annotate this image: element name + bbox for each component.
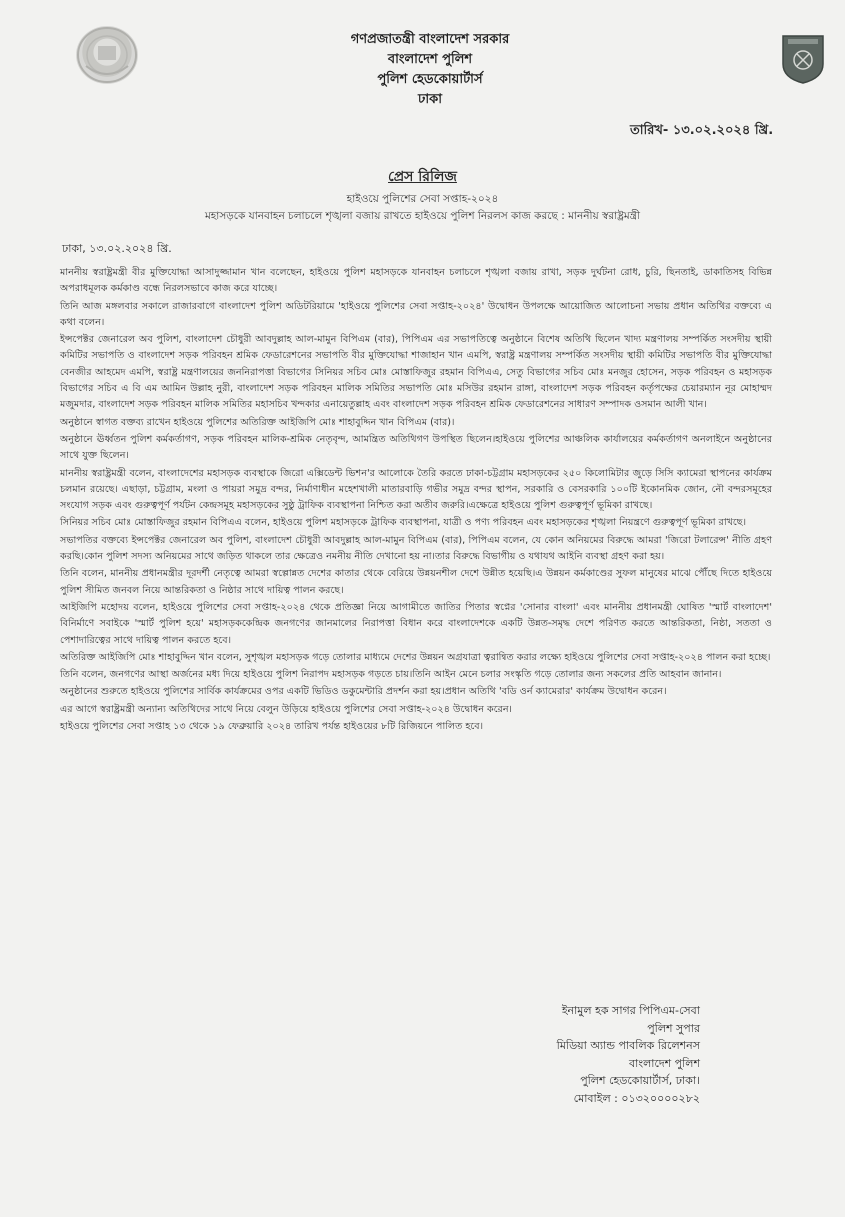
paragraph: মাননীয় স্বরাষ্ট্রমন্ত্রী বীর মুক্তিযোদ্ধা আসাদুজ্জামান খান বলেছেন, হাইওয়ে পুলিশ মহাসড়কে যানবাহন চলাচলে শৃঙ্খলা বজায় রাখা, সড়ক দুর্ঘটনা রোধ, চুরি, ছিনতাই, ডাকাতিসহ বিভিন্ন অপরাধমূলক কর্মকাণ্ড বন্ধে নিরলসভাবে কাজ করে যাচ্ছে। [60, 267, 772, 295]
letterhead-line-police: বাংলাদেশ পুলিশ [387, 52, 473, 67]
paragraph: তিনি বলেন, জনগণের আস্থা অর্জনের মধ্য দিয়ে হাইওয়ে পুলিশ নিরাপদ মহাসড়ক গড়তে চায়।তিনি আইন মেনে চলার সংস্কৃতি গড়ে তোলার জন্য সকলের প্রতি আহবান জানান। [60, 669, 722, 681]
paragraph: মাননীয় স্বরাষ্ট্রমন্ত্রী বলেন, বাংলাদেশের মহাসড়ক ব্যবস্থাকে জিরো এক্সিডেন্ট ভিশন'র আলোকে তৈরি করতে ঢাকা-চট্টগ্রাম মহাসড়কের ২৫০ কিলোমিটার জুড়ে সিসি ক্যামেরা স্থাপনের কার্যক্রম চলমান রয়েছে। এছাড়া, চট্টগ্রাম, মংলা ও পায়রা সমুদ্র বন্দর, নির্মাণাধীন মহেশখালী মাতারবাড়ি গভীর সমুদ্র বন্দর স্থাপন, সরকারি ও বেসরকারি ১০০টি ইকোনমিক জোন, নৌ বন্দরসমূহের সংযোগ সড়ক এবং গুরুত্বপূর্ণ পর্যটন কেন্দ্রসমূহ মহাসড়কের সুষ্ঠু ট্রাফিক ব্যবস্থাপনা নিশ্চিত করা অতীব জরুরি।এক্ষেত্রে হাইওয়ে পুলিশ গুরুত্বপূর্ণ ভূমিকা রাখছে। [60, 467, 772, 512]
dateline: ঢাকা, ১৩.০২.২০২৪ খ্রি. [62, 242, 172, 255]
headline-subtitle: মহাসড়কে যানবাহন চলাচলে শৃঙ্খলা বজায় রাখতে হাইওয়ে পুলিশ নিরলস কাজ করছে : মাননীয় স্বরাষ্ট্রমন্ত্রী [204, 210, 641, 222]
document-date: তারিখ- ১৩.০২.২০২৪ খ্রি. [630, 123, 774, 138]
event-subtitle: হাইওয়ে পুলিশের সেবা সপ্তাহ-২০২৪ [346, 193, 499, 205]
paragraph: তিনি আজ মঙ্গলবার সকালে রাজারবাগে বাংলাদেশ পুলিশ অডিটরিয়ামে 'হাইওয়ে পুলিশের সেবা সপ্তাহ-২০২৪' উদ্বোধন উপলক্ষে আয়োজিত আলোচনা সভায় প্রধান অতিথির বক্তব্যে এ কথা বলেন। [60, 300, 772, 328]
police-emblem-icon [76, 26, 138, 84]
signatory-name: ইনামুল হক সাগর পিপিএম-সেবা [561, 1004, 700, 1017]
paragraph: তিনি বলেন, মাননীয় প্রধানমন্ত্রীর দূরদর্শী নেতৃত্বে আমরা স্বল্পোন্নত দেশের কাতার থেকে বেরিয়ে উন্নয়নশীল দেশে উন্নীত হয়েছি।এ উন্নয়ন কর্মকাণ্ডের সুফল মানুষের মাঝে পৌঁছে দিতে হাইওয়ে পুলিশ সীমিত জনবল নিয়ে আন্তরিকতা ও নিষ্ঠার সাথে দায়িত্ব পালন করছে। [60, 568, 772, 596]
paragraph: হাইওয়ে পুলিশের সেবা সপ্তাহ ১৩ থেকে ১৯ ফেব্রুয়ারি ২০২৪ তারিখ পর্যন্ত হাইওয়ের ৮টি রিজিয়নে পালিত হবে। [60, 721, 484, 733]
paragraph: অনুষ্ঠানে ঊর্ধ্বতন পুলিশ কর্মকর্তাগণ, সড়ক পরিবহন মালিক-শ্রমিক নেতৃবৃন্দ, আমন্ত্রিত অতিথিগণ উপস্থিত ছিলেন।হাইওয়ে পুলিশের আঞ্চলিক কার্যালয়ের কর্মকর্তাগণ অনলাইনে অনুষ্ঠানের সাথে যুক্ত ছিলেন। [60, 433, 772, 462]
paragraph: আইজিপি মহোদয় বলেন, হাইওয়ে পুলিশের সেবা সপ্তাহ-২০২৪ থেকে প্রতিজ্ঞা নিয়ে আগামীতে জাতির পিতার স্বপ্নের 'সোনার বাংলা' এবং মাননীয় প্রধানমন্ত্রী ঘোষিত 'স্মার্ট বাংলাদেশ' বিনির্মাণে সবাইকে 'স্মার্ট পুলিশ হয়ে' মহাসড়ককেন্দ্রিক জনগণের জানমালের নিরাপত্তা বিধান করে বাংলাদেশকে একটি উন্নত-সমৃদ্ধ দেশে পরিণত করতে আন্তরিকতা, নিষ্ঠা, সততা ও পেশাদারিত্বের সাথে দায়িত্ব পালন করতে হবে। [60, 601, 772, 646]
paragraph: অনুষ্ঠানের শুরুতে হাইওয়ে পুলিশের সার্বিক কার্যক্রমের ওপর একটি ভিডিও ডকুমেন্টারি প্রদর্শন করা হয়।প্রধান অতিথি 'বডি ওর্ন ক্যামেরার' কার্যক্রম উদ্বোধন করেন। [60, 686, 667, 698]
signatory-unit: মিডিয়া অ্যান্ড পাবলিক রিলেশনস [556, 1039, 700, 1052]
letterhead-line-headquarters: পুলিশ হেডকোয়ার্টার্স [377, 72, 483, 87]
paragraph: অতিরিক্ত আইজিপি মোঃ শাহাবুদ্দিন খান বলেন, সুশৃঙ্খল মহাসড়ক গড়ে তোলার মাধ্যমে দেশের উন্নয়ন অগ্রযাত্রা ত্বরান্বিত করার লক্ষ্যে হাইওয়ে পুলিশের সেবা সপ্তাহ-২০২৪ পালন করা হচ্ছে। [60, 651, 771, 663]
letterhead-line-city: ঢাকা [418, 92, 442, 107]
press-release-title: প্রেস রিলিজ [388, 169, 457, 185]
signatory-rank: পুলিশ সুপার [647, 1021, 700, 1035]
highway-police-badge-icon [782, 34, 824, 84]
paragraph: সভাপতির বক্তব্যে ইন্সপেক্টর জেনারেল অব পুলিশ, বাংলাদেশ চৌধুরী আবদুল্লাহ আল-মামুন বিপিএম (বার), পিপিএম বলেন, যে কোন অনিয়মের বিরুদ্ধে আমরা 'জিরো টলারেন্স' নীতি গ্রহণ করছি।কোন পুলিশ সদস্য অনিয়মের সাথে জড়িত থাকলে তার ক্ষেত্রেও নমনীয় নীতি দেখানো হয় না।তার বিরুদ্ধে বিভাগীয় ও যথাযথ আইনি ব্যবস্থা গ্রহণ করা হয়। [60, 534, 772, 563]
paragraph: ইন্সপেক্টর জেনারেল অব পুলিশ, বাংলাদেশ চৌধুরী আবদুল্লাহ আল-মামুন বিপিএম (বার), পিপিএম এর সভাপতিত্বে অনুষ্ঠানে বিশেষ অতিথি ছিলেন খাদ্য মন্ত্রণালয় সম্পর্কিত সংসদীয় স্থায়ী কমিটির সভাপতি ও বাংলাদেশ সড়ক পরিবহন শ্রমিক ফেডারেশনের সভাপতি বীর মুক্তিযোদ্ধা শাজাহান খান এমপি, স্বরাষ্ট্র মন্ত্রণালয় সম্পর্কিত সংসদীয় স্থায়ী কমিটির সভাপতি বীর মুক্তিযোদ্ধা বেনজীর আহমেদ এমপি, স্বরাষ্ট্র মন্ত্রণালয়ের জননিরাপত্তা বিভাগের সিনিয়র সচিব মোঃ মোস্তাফিজুর রহমান বিপিএএ, সেতু বিভাগের সচিব মোঃ মনজুর হোসেন, সড়ক পরিবহন ও মহাসড়ক বিভাগের সচিব এ বি এম আমিন উল্লাহ নুরী, বাংলাদেশ সড়ক পরিবহন মালিক সমিতির সভাপতি মোঃ মসিউর রহমান রাঙ্গা, বাংলাদেশ সড়ক পরিবহন কর্তৃপক্ষের চেয়ারম্যান নূর মোহাম্মদ মজুমদার, বাংলাদেশ সড়ক পরিবহন মালিক সমিতির মহাসচিব খন্দকার এনায়েতুল্লাহ এবং বাংলাদেশ সড়ক পরিবহন শ্রমিক ফেডারেশনের সাধারণ সম্পাদক ওসমান আলী খান। [60, 334, 772, 411]
letterhead-line-government: গণপ্রজাতন্ত্রী বাংলাদেশ সরকার [350, 32, 510, 47]
letterhead [260, 30, 600, 110]
paragraph: অনুষ্ঠানে স্বাগত বক্তব্য রাখেন হাইওয়ে পুলিশের অতিরিক্ত আইজিপি মোঃ শাহাবুদ্দিন খান বিপিএম (বার)। [60, 416, 455, 428]
paragraph: সিনিয়র সচিব মোঃ মোস্তাফিজুর রহমান বিপিএএ বলেন, হাইওয়ে পুলিশ মহাসড়কে ট্রাফিক ব্যবস্থাপনা, যাত্রী ও পণ্য পরিবহন এবং মহাসড়কের শৃঙ্খলা নিয়ন্ত্রণে গুরুত্বপূর্ণ ভূমিকা রাখছে। [60, 517, 746, 529]
signatory-organization: বাংলাদেশ পুলিশ [629, 1056, 700, 1070]
signatory-mobile: মোবাইল : ০১৩২০০০০২৮২ [573, 1091, 700, 1105]
body-text [60, 265, 772, 736]
signature-block [0, 1002, 700, 1107]
signatory-office: পুলিশ হেডকোয়ার্টার্স, ঢাকা। [580, 1074, 700, 1087]
paragraph: এর আগে স্বরাষ্ট্রমন্ত্রী অন্যান্য অতিথিদের সাথে নিয়ে বেলুন উড়িয়ে হাইওয়ে পুলিশের সেবা সপ্তাহ-২০২৪ উদ্বোধন করেন। [60, 703, 512, 715]
